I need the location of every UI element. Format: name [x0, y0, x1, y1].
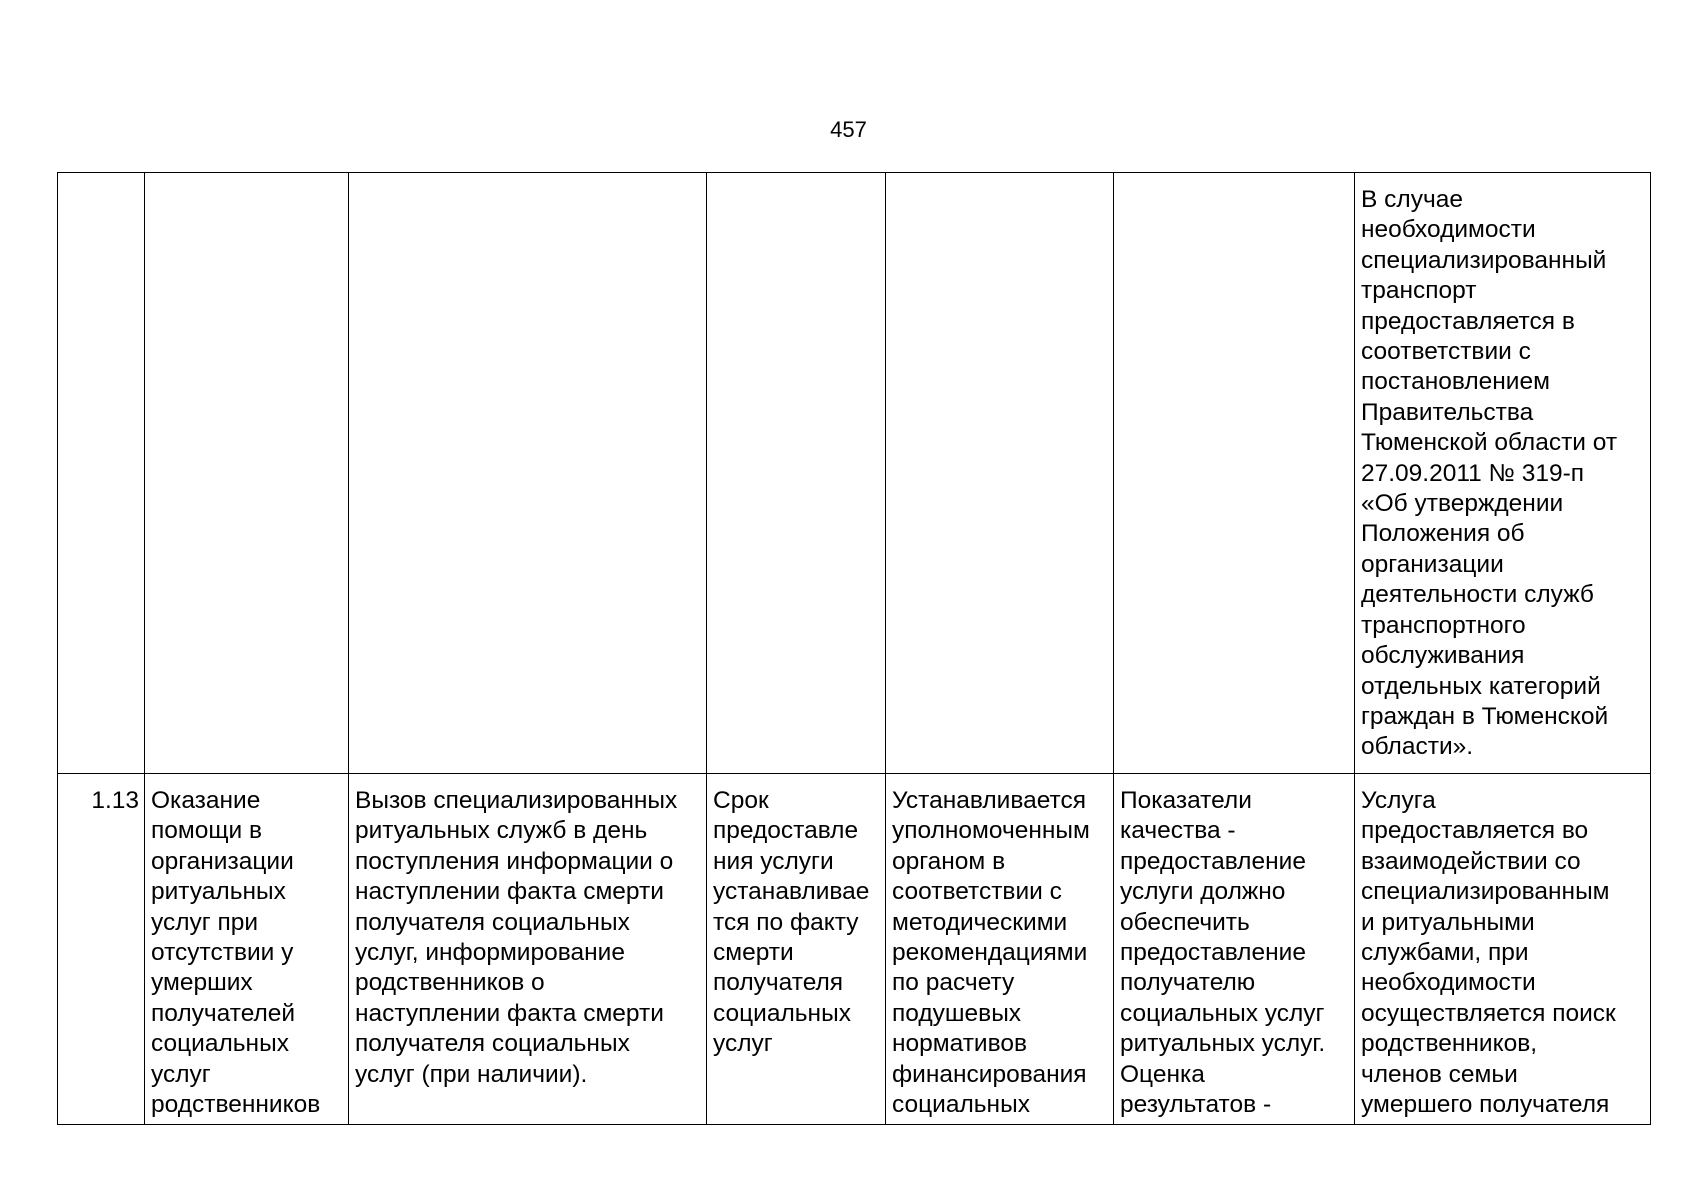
quality-indicators-cell [1114, 173, 1355, 774]
service-content-cell: Вызов специализированных ритуальных служб в день поступления информации о наступлении факта смерти получателя социальных услуг, информирование родственников о наступлении факта смерти получателя социальных услуг (при наличии). [349, 774, 707, 1125]
table-row [58, 774, 1651, 1125]
normative-cost-cell [886, 173, 1114, 774]
service-number-cell [58, 173, 145, 774]
service-name-cell [145, 173, 349, 774]
conditions-cell: Услуга предоставляется во взаимодействии со специализированным и ритуальными службами, при необходимости осуществляется поиск родственников, членов семьи умершего получателя [1355, 774, 1651, 1125]
service-name-cell: Оказание помощи в организации ритуальных услуг при отсутствии у умерших получателей социальных услуг родственников [145, 774, 349, 1125]
conditions-cell: В случае необходимости специализированный транспорт предоставляется в соответствии с постановлением Правительства Тюменской области от 27.09.2011 № 319-п «Об утверждении Положения об организации деятельности служб транспортного обслуживания отдельных категорий граждан в Тюменской области». [1355, 173, 1651, 774]
service-term-cell [707, 173, 886, 774]
quality-indicators-cell: Показатели качества - предоставление услуги должно обеспечить предоставление получателю социальных услуг ритуальных услуг. Оценка результатов - [1114, 774, 1355, 1125]
page-number: 457 [830, 117, 867, 142]
service-content-cell [349, 173, 707, 774]
normative-cost-cell: Устанавливается уполномоченным органом в соответствии с методическими рекомендациями по расчету подушевых нормативов финансирования социальных [886, 774, 1114, 1125]
service-term-cell: Срок предоставле ния услуги устанавливае тся по факту смерти получателя социальных услуг [707, 774, 886, 1125]
services-table [57, 172, 1651, 1125]
table-row [58, 173, 1651, 774]
service-number-cell: 1.13 [58, 774, 145, 1125]
